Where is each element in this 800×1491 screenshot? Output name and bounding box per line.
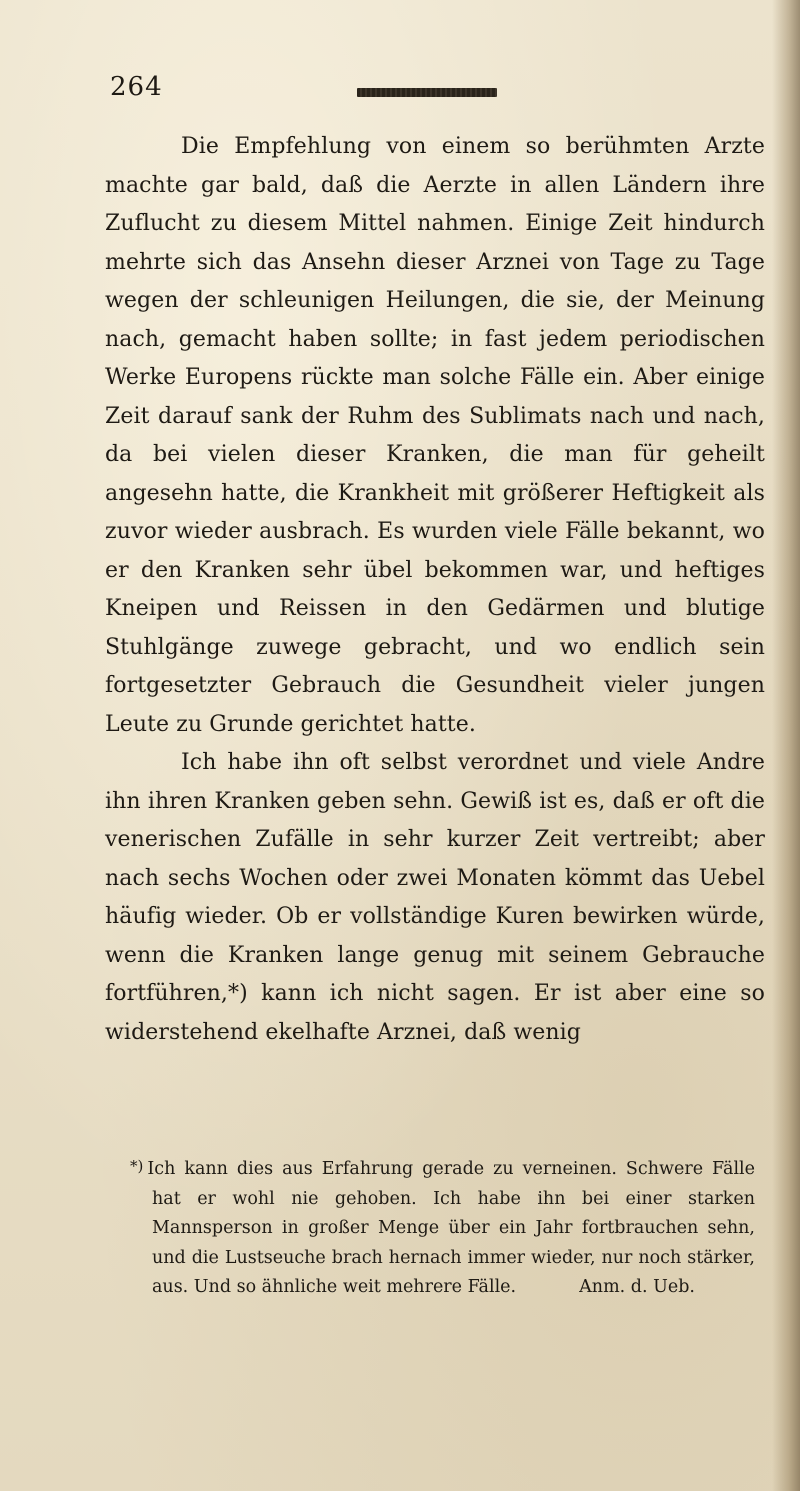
- page-header: [110, 72, 710, 112]
- paragraph-1: Die Empfehlung von einem so berühmten Arzte machte gar bald, daß die Aerzte in allen Ländern ihre Zuflucht zu diesem Mittel nahmen. Einige Zeit hindurch mehrte sich das Ansehn dieser Arznei von Tage zu Tage wegen der schleunigen Heilungen, die sie, der Meinung nach, gemacht haben sollte; in fast jedem periodischen Werke Europens rückte man solche Fälle ein. Aber einige Zeit darauf sank der Ruhm des Sublimats nach und nach, da bei vielen dieser Kranken, die man für geheilt angesehn hatte, die Krankheit mit größerer Heftigkeit als zuvor wieder ausbrach. Es wurden viele Fälle bekannt, wo er den Kranken sehr übel bekommen war, und heftiges Kneipen und Reissen in den Gedärmen und blutige Stuhlgänge zuwege gebracht, und wo endlich sein fortgesetzter Gebrauch die Gesundheit vieler jungen Leute zu Grunde gerichtet hatte.: [105, 134, 765, 737]
- footnote: [130, 1152, 755, 1303]
- footnote-text-block: [130, 1152, 755, 1303]
- header-ornament-rule: [357, 88, 497, 97]
- paragraph-2: Ich habe ihn oft selbst verordnet und viele Andre ihn ihren Kranken geben sehn. Gewiß ist es, daß er oft die venerischen Zufälle in sehr kurzer Zeit vertreibt; aber nach sechs Wochen oder zwei Monaten kömmt das Uebel häufig wieder. Ob er vollständige Kuren bewirken würde, wenn die Kranken lange genug mit seinem Gebrauche fortführen,*) kann ich nicht sagen. Er ist aber eine so widerstehend ekelhafte Arznei, daß wenig: [105, 750, 765, 1045]
- footnote-marker: *): [130, 1157, 144, 1175]
- page-edge-shadow: [772, 0, 800, 1491]
- translator-note-signature: Anm. d. Ueb.: [579, 1277, 695, 1297]
- main-text: [105, 128, 765, 1052]
- page-number: 264: [110, 72, 163, 102]
- footnote-text: Ich kann dies aus Erfahrung gerade zu verneinen. Schwere Fälle hat er wohl nie gehoben. Ich habe ihn bei einer starken Mannsperson in großer Menge über ein Jahr fortbrauchen sehn, und die Lustseuche brach hernach immer wieder, nur noch stärker, aus. Und so ähnliche weit mehrere Fälle.: [147, 1159, 755, 1297]
